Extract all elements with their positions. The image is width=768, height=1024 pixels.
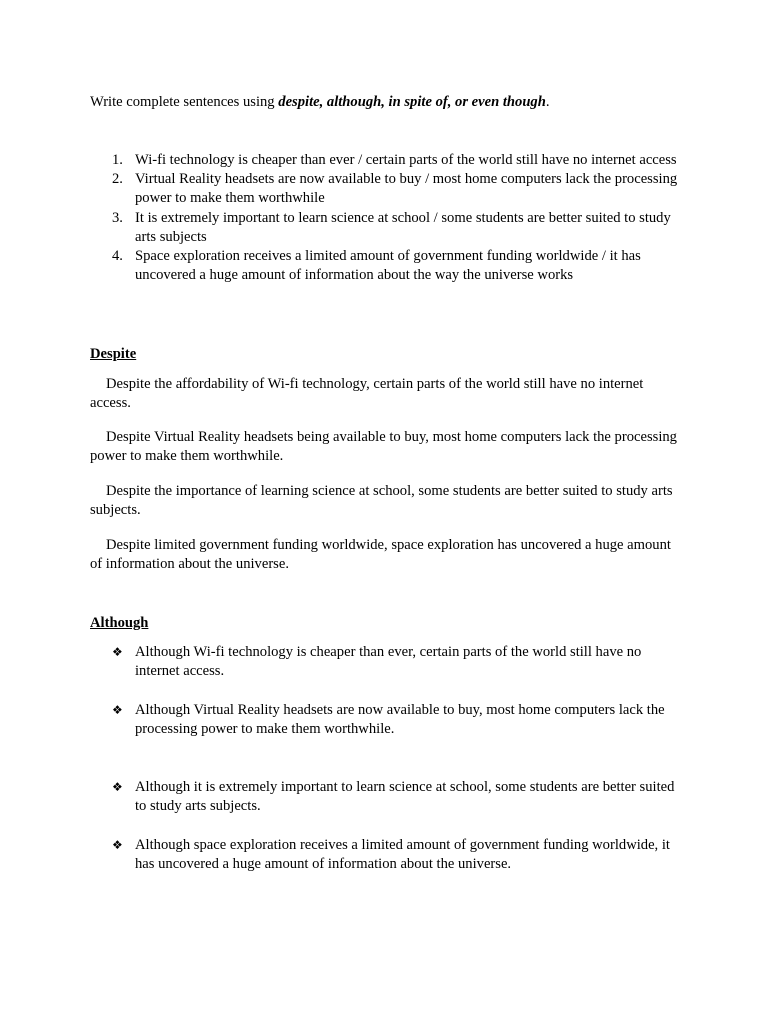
instruction-line [90,93,690,112]
item-number: 1. [112,152,123,168]
exercise-item [90,247,680,285]
item-text: It is extremely important to learn science at school / some students are better suited to study arts subjects [135,209,671,245]
although-heading: Although [90,615,149,631]
item-text: Virtual Reality headsets are now available to buy / most home computers lack the processing power to make them worthwhile [135,171,678,207]
although-item-text: Although Wi-fi technology is cheaper than ever, certain parts of the world still have no internet access. [135,644,642,680]
exercise-item [90,170,680,208]
although-item-text: Although space exploration receives a limited amount of government funding worldwide, it has uncovered a huge amount of information about the universe. [135,837,670,873]
although-item-text: Although Virtual Reality headsets are now available to buy, most home computers lack the processing power to make them worthwhile. [135,702,665,738]
item-number: 3. [112,209,123,226]
although-list-item [90,778,680,816]
although-list-item [90,701,680,739]
exercise-item [90,209,680,247]
despite-paragraph: Despite the importance of learning science at school, some students are better suited to study arts subjects. [90,483,673,519]
although-item-text: Although it is extremely important to learn science at school, some students are better suited to study arts subjects. [135,779,675,815]
item-number: 4. [112,248,123,265]
exercise-list [90,151,680,285]
although-list-item [90,643,680,681]
although-list-item [90,836,680,874]
item-number: 2. [112,171,123,188]
despite-paragraph: Despite limited government funding worldwide, space exploration has uncovered a huge amount of information about the universe. [90,537,671,573]
despite-paragraph: Despite the affordability of Wi-fi technology, certain parts of the world still have no internet access. [90,376,644,412]
exercise-item [90,151,680,170]
instruction-prefix: Write complete sentences using [90,94,279,110]
diamond-bullet-icon: ❖ [112,703,123,717]
item-text: Space exploration receives a limited amount of government funding worldwide / it has uncovered a huge amount of information about the way the universe works [135,248,641,284]
item-text: Wi-fi technology is cheaper than ever / certain parts of the world still have no internet access [135,152,677,168]
instruction-suffix: . [545,94,550,110]
despite-paragraph: Despite Virtual Reality headsets being available to buy, most home computers lack the processing power to make them worthwhile. [90,429,677,465]
instruction-emphasis: despite, although, in spite of, or even though [278,94,546,110]
diamond-bullet-icon: ❖ [112,838,123,852]
diamond-bullet-icon: ❖ [112,645,123,659]
diamond-bullet-icon: ❖ [112,780,123,794]
despite-heading: Despite [90,346,137,362]
